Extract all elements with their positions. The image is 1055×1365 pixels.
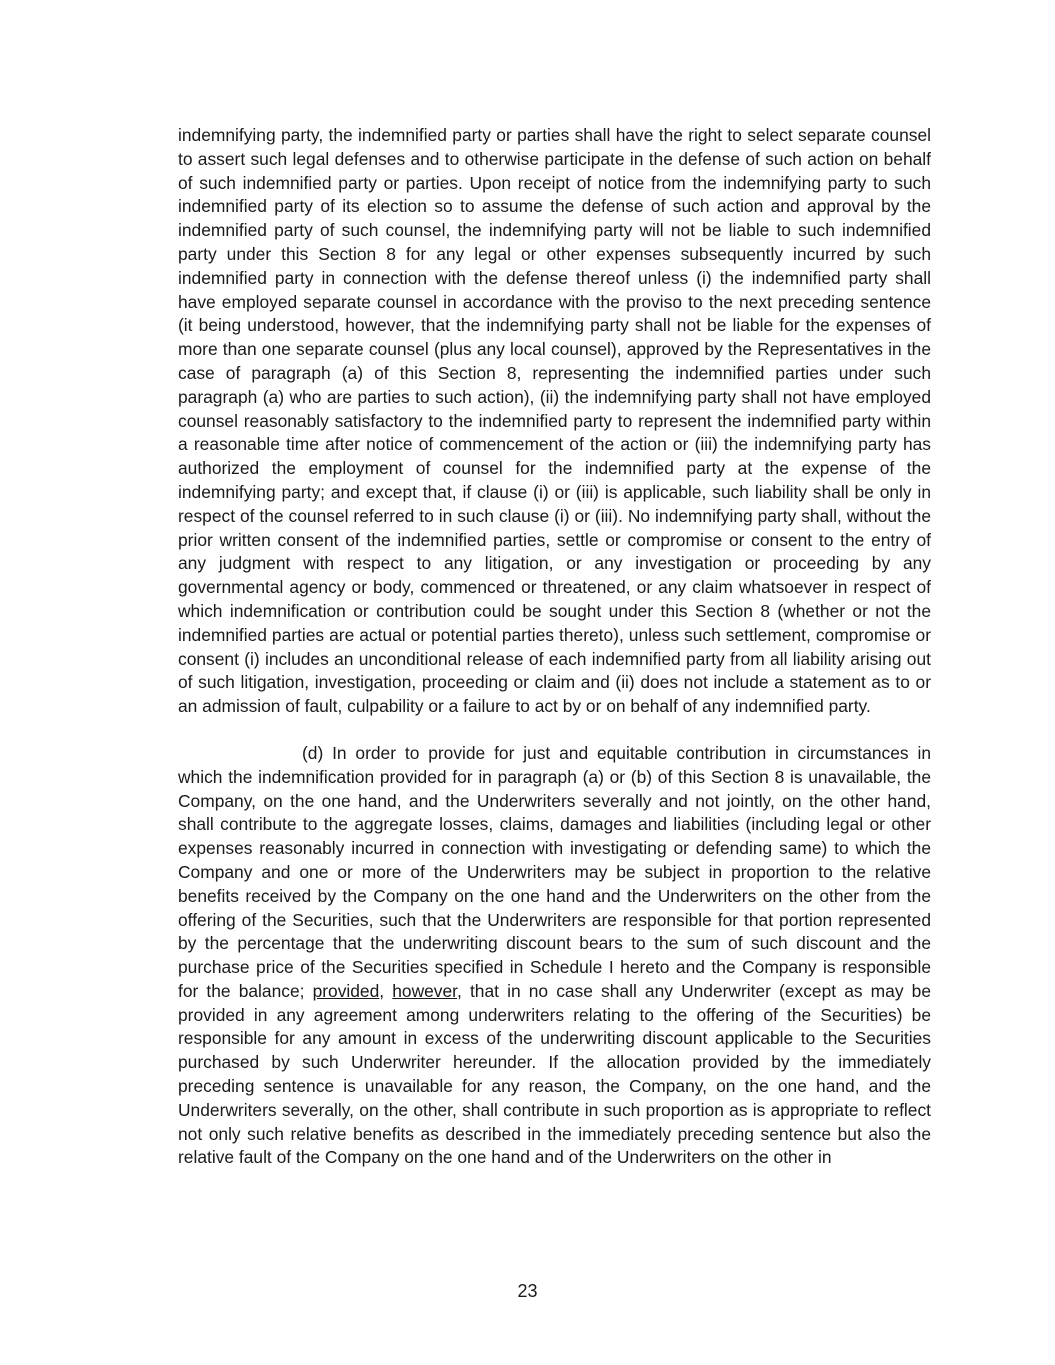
paragraph-d-separator: , — [379, 980, 393, 1001]
however-underlined: however — [392, 980, 458, 1001]
document-page — [178, 124, 931, 1170]
paragraph-d-text-1: (d) In order to provide for just and equitable contribution in circumstances in which the indemnification provided for in paragraph (a) or (b) of this Section 8 is unavailable, the Company, on the one hand, and the Underwriters severally and not jointly, on the other hand, shall contribute to the aggregate losses, claims, damages and liabilities (including legal or other expenses reasonably incurred in connection with investigating or defending same) to which the Company and one or more of the Underwriters may be subject in proportion to the relative benefits received by the Company on the one hand and the Underwriters on the other from the offering of the Securities, such that the Underwriters are responsible for that portion represented by the percentage that the underwriting discount bears to the sum of such discount and the purchase price of the Securities specified in Schedule I hereto and the Company is responsible for the balance; — [178, 742, 931, 1001]
paragraph-continued: indemnifying party, the indemnified party or parties shall have the right to select separate counsel to assert such legal defenses and to otherwise participate in the defense of such action on behalf of such indemnified party or parties. Upon receipt of notice from the indemnifying party to such indemnified party of its election so to assume the defense of such action and approval by the indemnified party of such counsel, the indemnifying party will not be liable to such indemnified party under this Section 8 for any legal or other expenses subsequently incurred by such indemnified party in connection with the defense thereof unless (i) the indemnified party shall have employed separate counsel in accordance with the proviso to the next preceding sentence (it being understood, however, that the indemnifying party shall not be liable for the expenses of more than one separate counsel (plus any local counsel), approved by the Representatives in the case of paragraph (a) of this Section 8, representing the indemnified parties under such paragraph (a) who are parties to such action), (ii) the indemnifying party shall not have employed counsel reasonably satisfactory to the indemnified party to represent the indemnified party within a reasonable time after notice of commencement of the action or (iii) the indemnifying party has authorized the employment of counsel for the indemnified party at the expense of the indemnifying party; and except that, if clause (i) or (iii) is applicable, such liability shall be only in respect of the counsel referred to in such clause (i) or (iii). No indemnifying party shall, without the prior written consent of the indemnified parties, settle or compromise or consent to the entry of any judgment with respect to any litigation, or any investigation or proceeding by any governmental agency or body, commenced or threatened, or any claim whatsoever in respect of which indemnification or contribution could be sought under this Section 8 (whether or not the indemnified parties are actual or potential parties thereto), unless such settlement, compromise or consent (i) includes an unconditional release of each indemnified party from all liability arising out of such litigation, investigation, proceeding or claim and (ii) does not include a statement as to or an admission of fault, culpability or a failure to act by or on behalf of any indemnified party. — [178, 125, 931, 717]
provided-underlined: provided — [312, 980, 380, 1001]
page-number: 23 — [517, 1281, 538, 1301]
paragraph-d-text-2: , that in no case shall any Underwriter (except as may be provided in any agreement among underwriters relating to the offering of the Securities) be responsible for any amount in excess of the underwriting discount applicable to the Securities purchased by such Underwriter hereunder. If the allocation provided by the immediately preceding sentence is unavailable for any reason, the Company, on the one hand, and the Underwriters severally, on the other, shall contribute in such proportion as is appropriate to reflect not only such relative benefits as described in the immediately preceding sentence but also the relative fault of the Company on the one hand and of the Underwriters on the other in — [178, 980, 931, 1168]
paragraph-d — [178, 742, 931, 1170]
